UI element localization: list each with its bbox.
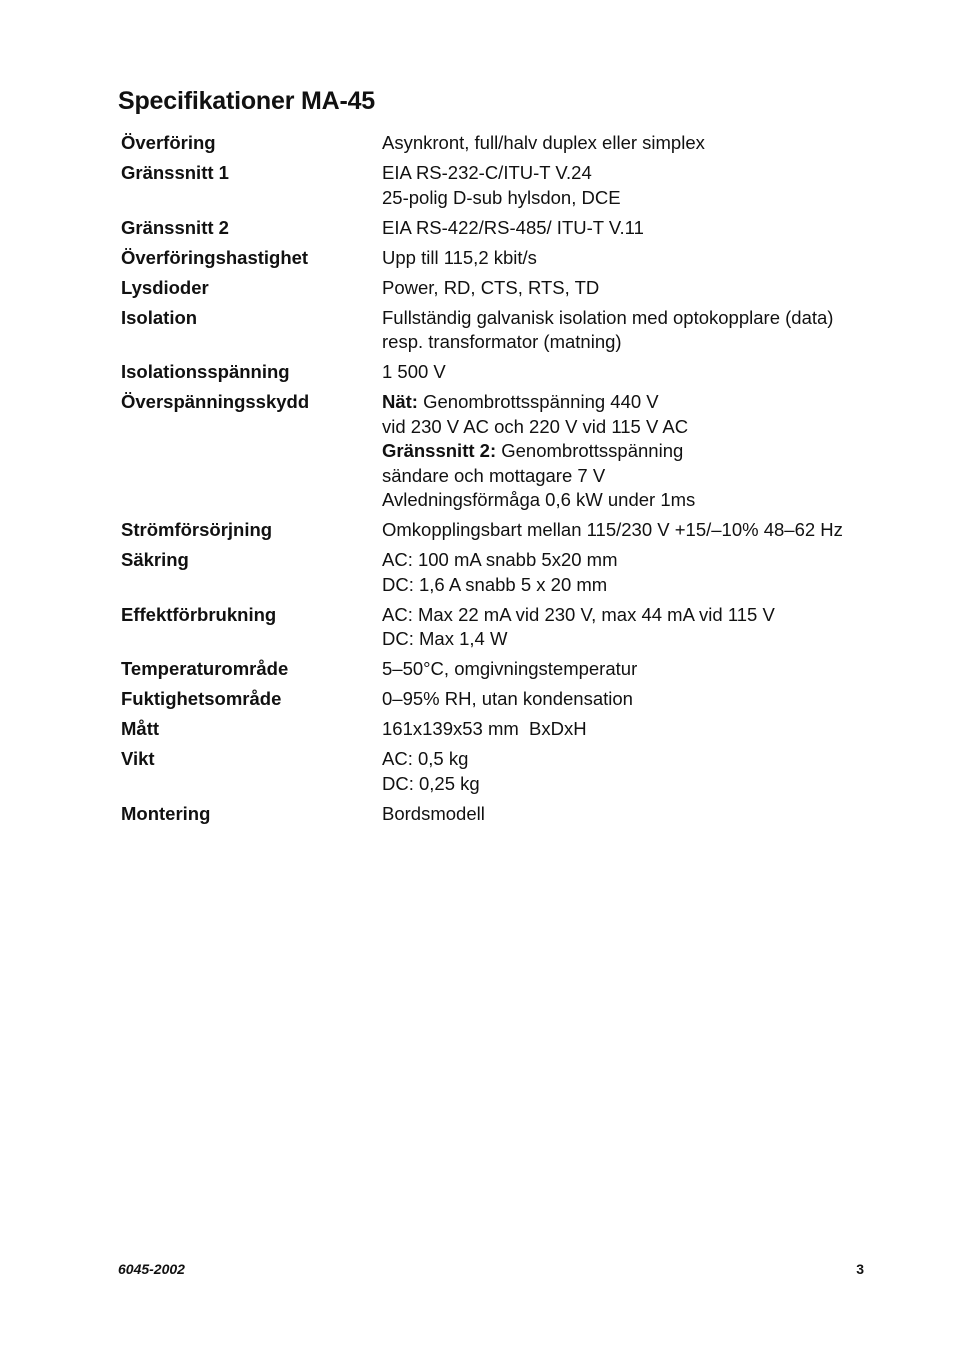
spec-row	[121, 216, 881, 241]
footer-page-number: 3	[856, 1261, 864, 1277]
spec-value-text: Bordsmodell	[382, 802, 485, 824]
spec-label: Gränssnitt 2	[121, 216, 229, 238]
spec-value	[382, 131, 881, 156]
spec-value-line	[382, 772, 881, 797]
spec-row	[121, 802, 881, 827]
spec-value-text: 0–95% RH, utan kondensation	[382, 688, 633, 709]
spec-label: Vikt	[121, 748, 155, 769]
spec-value-text: DC: Max 1,4 W	[382, 628, 508, 649]
spec-value-text: 161x139x53 mm BxDxH	[382, 718, 587, 739]
spec-label: Lysdioder	[121, 276, 209, 298]
spec-label: Överföring	[121, 132, 216, 153]
spec-label: Isolationsspänning	[121, 361, 290, 382]
spec-value-line	[382, 573, 881, 598]
footer-doc-number: 6045-2002	[118, 1261, 185, 1277]
spec-row	[121, 306, 881, 355]
spec-row	[121, 161, 881, 210]
spec-value	[382, 687, 881, 712]
spec-label: Överföringshastighet	[121, 246, 309, 268]
spec-row	[121, 360, 881, 385]
spec-row	[121, 518, 881, 543]
spec-value	[382, 717, 881, 742]
spec-value-line	[382, 439, 881, 464]
spec-value-line	[382, 603, 881, 628]
spec-value-text: DC: 0,25 kg	[382, 772, 480, 794]
spec-value-line	[382, 390, 881, 415]
spec-value-text: AC: 100 mA snabb 5x20 mm	[382, 549, 618, 570]
spec-value	[382, 276, 881, 301]
spec-value-line	[382, 131, 881, 156]
spec-row	[121, 603, 881, 652]
spec-value-text: AC: 0,5 kg	[382, 748, 469, 769]
spec-value	[382, 390, 881, 513]
spec-value-text: 5–50°C, omgivningstemperatur	[382, 658, 638, 679]
spec-row	[121, 548, 881, 597]
spec-row	[121, 747, 881, 796]
spec-value-text: resp. transformator (matning)	[382, 331, 622, 352]
spec-value-line	[382, 488, 881, 513]
spec-value-line	[382, 306, 881, 331]
spec-value-text: Power, RD, CTS, RTS, TD	[382, 276, 600, 298]
spec-value-text: 1 500 V	[382, 361, 446, 382]
spec-value	[382, 802, 881, 827]
spec-value	[382, 216, 881, 241]
spec-label: Säkring	[121, 549, 189, 570]
spec-value	[382, 246, 881, 271]
spec-value-text: 25-polig D-sub hylsdon, DCE	[382, 186, 621, 208]
spec-value-line	[382, 360, 881, 385]
spec-value-text: EIA RS-422/RS-485/ ITU-T V.11	[382, 216, 644, 238]
spec-value-line	[382, 330, 881, 355]
spec-value-line	[382, 415, 881, 440]
spec-label: Fuktighetsområde	[121, 688, 282, 709]
spec-value-line	[382, 657, 881, 682]
spec-label: Effektförbrukning	[121, 603, 277, 625]
spec-value-line	[382, 548, 881, 573]
spec-value-text: DC: 1,6 A snabb 5 x 20 mm	[382, 573, 608, 595]
spec-value-line	[382, 717, 881, 742]
spec-value	[382, 603, 881, 652]
spec-value-line	[382, 216, 881, 241]
spec-value-text: Genombrottsspänning	[496, 440, 684, 461]
spec-value	[382, 161, 881, 210]
spec-value-text: Upp till 115,2 kbit/s	[382, 246, 537, 268]
spec-row	[121, 131, 881, 156]
spec-value-line	[382, 186, 881, 211]
spec-value-line	[382, 802, 881, 827]
spec-value-line	[382, 276, 881, 301]
spec-value-line	[382, 627, 881, 652]
spec-row	[121, 717, 881, 742]
spec-label: Strömförsörjning	[121, 519, 273, 540]
spec-row	[121, 390, 881, 513]
spec-value	[382, 657, 881, 682]
spec-value	[382, 518, 881, 543]
spec-label: Mått	[121, 718, 160, 739]
page-title: Specifikationer MA-45	[118, 87, 375, 115]
spec-value-text: vid 230 V AC och 220 V vid 115 V AC	[382, 415, 689, 437]
spec-value	[382, 306, 881, 355]
spec-value-text: Asynkront, full/halv duplex eller simplex	[382, 132, 705, 153]
spec-value-line	[382, 246, 881, 271]
spec-label: Isolation	[121, 306, 198, 328]
spec-value	[382, 747, 881, 796]
spec-table	[121, 131, 881, 832]
spec-value-bold-prefix: Nät:	[382, 391, 418, 412]
spec-value-line	[382, 747, 881, 772]
spec-label: Överspänningsskydd	[121, 391, 310, 412]
spec-value-text: Genombrottsspänning 440 V	[417, 391, 659, 412]
spec-value-line	[382, 464, 881, 489]
spec-value	[382, 548, 881, 597]
spec-value-text: AC: Max 22 mA vid 230 V, max 44 mA vid 115 V	[382, 603, 775, 625]
spec-value	[382, 360, 881, 385]
spec-value-text: Fullständig galvanisk isolation med optokopplare (data)	[382, 306, 834, 328]
spec-label: Montering	[121, 802, 211, 824]
spec-value-text: Avledningsförmåga 0,6 kW under 1ms	[382, 489, 696, 510]
spec-row	[121, 687, 881, 712]
spec-label: Gränssnitt 1	[121, 162, 229, 183]
spec-row	[121, 657, 881, 682]
spec-value-text: Omkopplingsbart mellan 115/230 V +15/–10% 48–62 Hz	[382, 519, 843, 540]
spec-row	[121, 246, 881, 271]
spec-value-text: sändare och mottagare 7 V	[382, 464, 606, 486]
spec-value-line	[382, 687, 881, 712]
spec-value-bold-prefix: Gränssnitt 2:	[382, 440, 497, 461]
spec-value-line	[382, 161, 881, 186]
spec-value-text: EIA RS-232-C/ITU-T V.24	[382, 162, 592, 183]
spec-row	[121, 276, 881, 301]
spec-value-line	[382, 518, 881, 543]
spec-label: Temperaturområde	[121, 658, 289, 679]
